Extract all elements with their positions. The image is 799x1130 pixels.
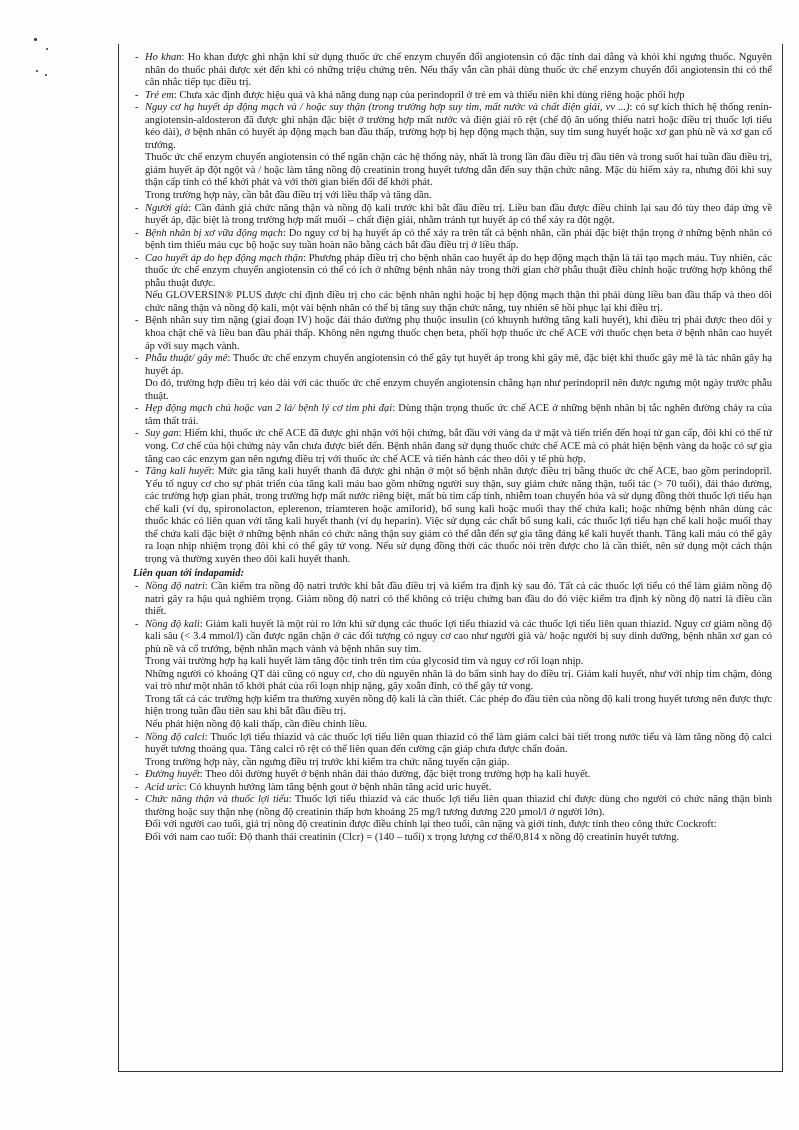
paragraph-term: Phẫu thuật/ gây mê bbox=[145, 353, 228, 365]
paragraph-text: Do đó, trường hợp điều trị kéo dài với các thuốc ức chế enzym chuyển angiotensin chẳng hạn như perindopril nên được ngưng một ngày trước phẫu thuật. bbox=[145, 378, 772, 402]
continuation-paragraph bbox=[133, 656, 772, 669]
paragraph-term: Trẻ em bbox=[145, 89, 174, 101]
paragraph-term: Đường huyết bbox=[145, 769, 200, 781]
bullet-paragraph bbox=[133, 90, 772, 103]
paragraph-term: Nguy cơ hạ huyết áp động mạch và / hoặc suy thận (trong trường hợp suy tim, mất nước và chất điện giải, vv ...) bbox=[145, 102, 630, 114]
paragraph-text: Nếu phát hiện nồng độ kali thấp, cần điều chỉnh liều. bbox=[145, 718, 368, 730]
bullet-paragraph bbox=[133, 315, 772, 353]
continuation-paragraph bbox=[133, 152, 772, 190]
bullet-paragraph bbox=[133, 466, 772, 566]
paragraph-text: : Cần đánh giá chức năng thận và nồng độ kali trước khi bắt đầu điều trị. Liều ban đầu được điều chỉnh lại sau đó tùy theo đáp ứng về huyết áp, đặc biệt là trong trường hợp mất muối – chất điện giải, nhằm tránh tụt huyết áp có thể xảy ra đột ngột. bbox=[145, 202, 772, 227]
continuation-paragraph bbox=[133, 819, 772, 832]
paragraph-text: Trong vài trường hợp hạ kali huyết làm tăng độc tính trên tim của glycosid tim và nguy cơ rối loạn nhịp. bbox=[145, 656, 584, 668]
paragraph-text: Trong trường hợp này, cần bắt đầu điều trị với liều thấp và tăng dần. bbox=[145, 190, 432, 202]
paragraph-text: : Thuốc ức chế enzym chuyển angiotensin có thể gây tụt huyết áp trong khi gây mê, đặc biệt khi thuốc gây mê là tác nhân gây hạ huyết áp. bbox=[145, 353, 772, 377]
bullet-paragraph bbox=[133, 769, 772, 782]
continuation-paragraph bbox=[133, 757, 772, 770]
paragraph-term: Hẹp động mạch chủ hoặc van 2 lá/ bệnh lý cơ tim phì đại bbox=[145, 403, 393, 415]
paragraph-text: : Theo dõi đường huyết ở bệnh nhân đái tháo đường, đặc biệt trong trường hợp hạ kali huyết. bbox=[199, 769, 591, 781]
bullet-paragraph bbox=[133, 403, 772, 428]
bullet-paragraph bbox=[133, 581, 772, 619]
paragraph-text: : Dùng thận trọng thuốc ức chế ACE ở những bệnh nhân bị tắc nghẽn đường chảy ra của tâm thất trái. bbox=[145, 403, 772, 427]
paragraph-term: Nồng độ natri bbox=[145, 580, 205, 592]
bullet-paragraph bbox=[133, 203, 772, 228]
speck bbox=[45, 74, 47, 76]
paragraph-term: Tăng kali huyết bbox=[145, 466, 212, 478]
section-heading: Liên quan tới indapamid: bbox=[133, 568, 244, 580]
speck bbox=[34, 38, 37, 41]
paragraph-text: Trong trường hợp này, cần ngưng điều trị trước khi kiểm tra chức năng tuyến cận giáp. bbox=[145, 756, 510, 768]
paragraph-text: Bệnh nhân suy tim nặng (giai đoạn IV) hoặc đái tháo đường phụ thuộc insulin (có khuynh hướng tăng kali huyết), khi điều trị phải được theo dõi y khoa chặt chẽ và liều ban đầu phải thấp. Không nên ngưng thuốc chẹn beta, phối hợp thuốc ức chế ACE với thuốc chẹn beta ở bệnh nhân cao huyết áp với suy mạch vành. bbox=[145, 315, 772, 352]
bullet-paragraph bbox=[133, 794, 772, 819]
continuation-paragraph bbox=[133, 290, 772, 315]
paragraph-text: : Do nguy cơ bị hạ huyết áp có thể xảy ra trên tất cả bệnh nhân, cần phải đặc biệt thận trọng ở những bệnh nhân có bệnh tim thiếu máu cục bộ hoặc suy tuần hoàn não bằng cách bắt đầu điều trị ở liều thấp. bbox=[145, 227, 772, 252]
paragraph-text: Đối với người cao tuổi, giá trị nồng độ creatinin được điều chỉnh lại theo tuổi, cân nặng và giới tính, được tính theo công thức Cockroft: bbox=[145, 819, 717, 831]
paragraph-text: Những người có khoảng QT dài cũng có nguy cơ, cho dù nguyên nhân là do bẩm sinh hay do điều trị. Giảm kali huyết, như với nhịp tim chậm, đóng vai trò như một nhân tố khởi phát của rối loạn nhịp nặng, gây xoắn đỉnh, có thể gây tử vong. bbox=[145, 668, 772, 693]
paragraph-text: : Chưa xác định được hiệu quả và khả năng dung nạp của perindopril ở trẻ em và thiếu niên khi dùng riêng hoặc phối hợp bbox=[173, 89, 685, 101]
bullet-paragraph bbox=[133, 353, 772, 378]
paragraph-text: Trong tất cả các trường hợp kiểm tra thường xuyên nồng độ kali là cần thiết. Các phép đo đầu tiên của nồng độ kali trong huyết tương nên được thực hiện trong tuần đầu tiên sau khi bắt đầu điều trị. bbox=[145, 693, 772, 718]
paragraph-text: Thuốc ức chế enzym chuyển angiotensin có thể ngăn chặn các hệ thống này, nhất là trong lần đầu điều trị đầu tiên và trong suốt hai tuần đầu điều trị, giảm huyết áp đột ngột và / hoặc làm tăng nồng độ creatinin trong huyết tương dẫn đến suy thận chức năng. Mặc dù hiếm xảy ra, nhưng đôi khi suy thận cấp tính có thể khởi phát và với thời gian biến đổi để khởi phát. bbox=[145, 152, 772, 189]
speck bbox=[46, 48, 48, 50]
bullet-paragraph bbox=[133, 428, 772, 466]
paragraph-text: : Thuốc lợi tiểu thiazid và các thuốc lợi tiểu liên quan thiazid chỉ được dùng cho người có chức năng thận bình thường hoặc suy thận nhẹ (nồng độ creatinin thấp hơn khoảng 25 mg/l tương đương 220 µmol/l ở người lớn). bbox=[145, 794, 772, 818]
paragraph-text: : Cần kiểm tra nồng độ natri trước khi bắt đầu điều trị và kiểm tra định kỳ sau đó. Tất cả các thuốc lợi tiểu có thể làm giảm nồng độ natri gây ra hậu quả nghiêm trọng. Giảm nồng độ natri có thể không có triệu chứng ban đầu do đó việc kiểm tra định kỳ nồng độ natri là điều cần thiết. bbox=[145, 580, 772, 618]
paragraph-text: : Giảm kali huyết là một rủi ro lớn khi sử dụng các thuốc lợi tiểu thiazid và các thuốc lợi tiểu liên quan thiazid. Nguy cơ giảm nồng độ kali sâu (< 3.4 mmol/l) cần được ngăn chặn ở các đối tượng có nguy cơ cao như người già và/ hoặc người bị suy dinh dưỡng, bệnh nhân xơ gan có phù nề và cổ trướng, bệnh nhân mạch vành và bệnh nhân suy tim. bbox=[145, 618, 773, 655]
paragraph-text: : Thuốc lợi tiểu thiazid và các thuốc lợi tiểu liên quan thiazid có thể làm giảm calci bài tiết trong nước tiểu và làm tăng nồng độ calci huyết tương thoáng qua. Tăng calci rõ rệt có thể liên quan đến cường cận giáp chưa được chẩn đoán. bbox=[145, 731, 772, 756]
bullet-paragraph bbox=[133, 102, 772, 152]
continuation-paragraph bbox=[133, 378, 772, 403]
bullet-paragraph bbox=[133, 52, 772, 90]
paragraph-term: Nồng độ kali bbox=[145, 618, 200, 630]
paragraph-term: Ho khan bbox=[145, 52, 182, 63]
paragraph-text: Đối với nam cao tuổi: Độ thanh thải creatinin (Clcr) = (140 – tuổi) x trọng lượng cơ thể/0,814 x nồng độ creatinin huyết tương. bbox=[145, 831, 680, 843]
bullet-paragraph bbox=[133, 782, 772, 795]
bullet-paragraph bbox=[133, 732, 772, 757]
paragraph-term: Acid uric bbox=[145, 781, 184, 793]
bullet-paragraph bbox=[133, 253, 772, 291]
paragraph-term: Suy gan bbox=[145, 428, 179, 440]
paragraph-term: Nồng độ calci bbox=[145, 731, 205, 743]
paragraph-text: : Hiếm khi, thuốc ức chế ACE đã được ghi nhận với hội chứng, bắt đầu với vàng da ứ mật và tiến triển đến hoại tử gan cấp, đôi khi có thể tử vong. Cơ chế của hội chứng này vẫn chưa được biết đến. Bệnh nhân đang sử dụng thuốc chức chế ACE mà có phát hiện bệnh vàng da hoặc có sự gia tăng cao các enzym gan nên ngưng điều trị với thuốc ức chế ACE và tiến hành các theo dõi y tế phù hợp. bbox=[145, 428, 772, 465]
continuation-paragraph bbox=[133, 832, 772, 845]
paragraph-term: Cao huyết áp do hẹp động mạch thận bbox=[145, 252, 304, 264]
paragraph-term: Bệnh nhân bị xơ vữa động mạch bbox=[145, 227, 283, 239]
paragraph-text: : có sự kích thích hệ thống renin-angiotensin-aldosteron đã được ghi nhận đặc biệt ở trường hợp mất nước và điện giải rõ rệt (chế độ ăn uống thiếu natri hoặc điều trị thuốc lợi tiểu kéo dài), ở bệnh nhân có huyết áp động mạch ban đầu thấp, trường hợp bị hẹp động mạch thận, suy tim sung huyết hoặc xơ gan phù nề và xơ gan cổ trướng. bbox=[145, 102, 773, 151]
document-page bbox=[118, 44, 783, 1072]
continuation-paragraph bbox=[133, 190, 772, 203]
continuation-paragraph bbox=[133, 669, 772, 694]
paragraph-text: : Có khuynh hướng làm tăng bệnh gout ở bệnh nhân tăng acid uric huyết. bbox=[183, 781, 492, 793]
continuation-paragraph bbox=[133, 694, 772, 719]
continuation-paragraph bbox=[133, 719, 772, 732]
paragraph-text: Nếu GLOVERSIN® PLUS được chỉ định điều trị cho các bệnh nhân nghi hoặc bị hẹp động mạch thận thì phải dùng liều ban đầu thấp và theo dõi chức năng thận và nồng độ kali, một vài bệnh nhân có thể bị tăng suy thận chức năng, tuy nhiên sẽ hồi phục lại khi điều trị. bbox=[145, 290, 772, 314]
bullet-paragraph bbox=[133, 619, 772, 657]
paragraph-text: : Ho khan được ghi nhận khi sử dụng thuốc ức chế enzym chuyển đổi angiotensin có đặc tính dai dẳng và khỏi khi ngưng thuốc. Nguyên nhân do thuốc phải được xét đến khi có những triệu chứng trên. Nếu thấy vẫn cần phải dùng thuốc ức chế enzym chuyển đổi angiotensin thì có thể cân nhắc tiếp tục điều trị. bbox=[145, 52, 773, 89]
paragraph-term: Chức năng thận và thuốc lợi tiểu bbox=[145, 794, 289, 806]
speck bbox=[36, 70, 38, 72]
paragraph-term: Người già bbox=[145, 202, 189, 214]
paragraph-text: : Phương pháp điều trị cho bệnh nhân cao huyết áp do hẹp động mạch thận là tái tạo mạch máu. Tuy nhiên, các thuốc ức chế enzym chuyển angiotensin có thể có ích ở những bệnh nhân này trong thời gian chờ phẫu thuật điều chỉnh hoặc trường hợp không thể phẫu thuật được. bbox=[145, 252, 773, 289]
paragraph-text: : Mức gia tăng kali huyết thanh đã được ghi nhận ở một số bệnh nhân được điều trị bằng thuốc ức chế ACE, bao gồm perindopril. Yếu tố nguy cơ cho sự phát triển của tăng kali máu bao gồm những người suy thận, suy giảm chức năng thận, tuổi tác (> 70 tuổi), đái tháo đường, các trường hợp gian phát, trong trường hợp mất nước riêng biệt, mất bù tim cấp tính, nhiễm toan chuyển hóa và sử dụng đồng thời thuốc lợi tiểu hạn chế kali (ví dụ, spironolacton, eplerenon, triamteren hoặc amilorid), bổ sung kali hoặc muối thay thế chứa kali; hoặc những bệnh nhân dùng các thuốc khác có liên quan với tăng kali huyết thanh (ví dụ heparin). Việc sử dụng các chất bổ sung kali, các thuốc lợi tiểu hạn chế kali hoặc muối thay thế chứa kali đặc biệt ở những bệnh nhân có chức năng thận suy giảm có thể dẫn đến sự gia tăng đáng kể kali huyết thanh. Tăng kali máu có thể gây ra loạn nhịp nhiệm trọng đôi khi có thể gây tử vong. Nếu sử dụng đồng thời các thuốc nói trên được cho là cần thiết, nên sử dụng một cách thận trọng và thường xuyên theo dõi kali huyết thanh. bbox=[145, 466, 772, 565]
bullet-paragraph bbox=[133, 228, 772, 253]
